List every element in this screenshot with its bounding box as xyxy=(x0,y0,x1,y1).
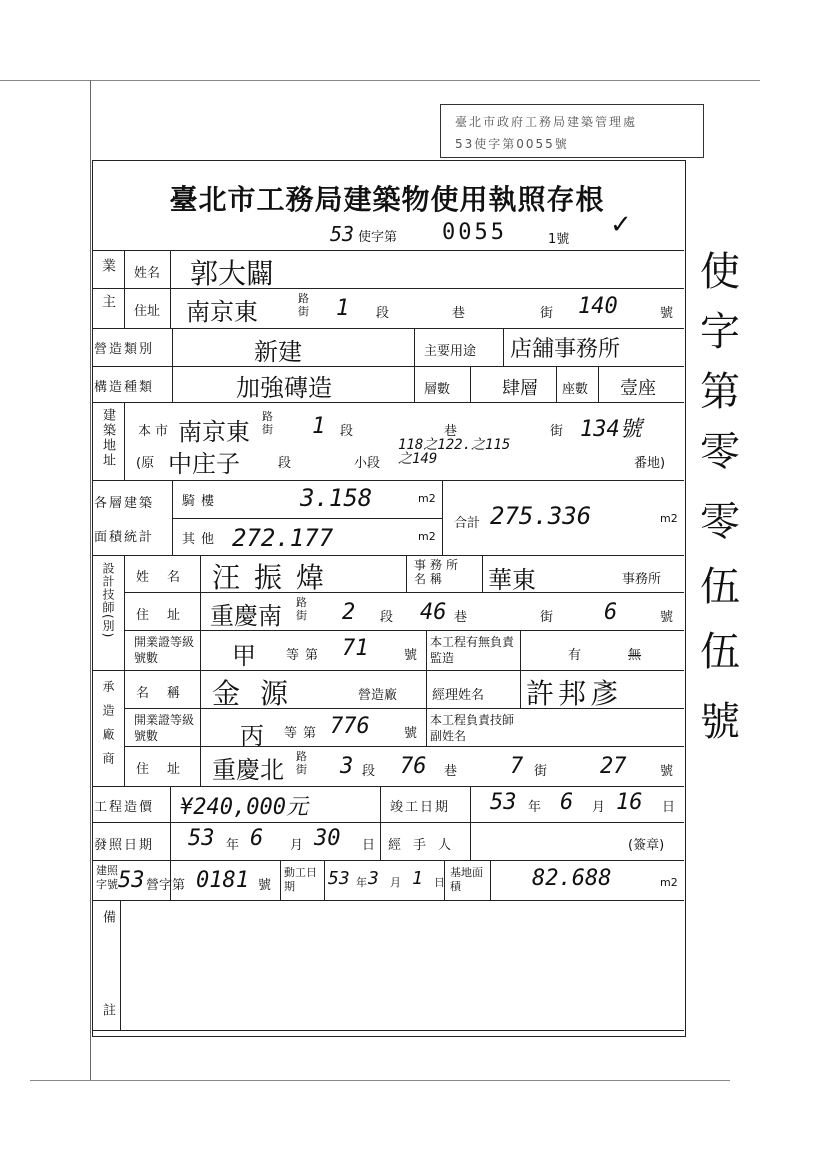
contractor-street-label: 街 xyxy=(534,764,548,779)
margin-char: 字 xyxy=(700,309,740,355)
rule xyxy=(92,900,684,901)
start-year: 53 xyxy=(328,868,350,889)
designer-name: 汪振煒 xyxy=(212,561,339,594)
structure-value: 加強磚造 xyxy=(236,374,332,402)
top-rule xyxy=(0,80,760,81)
permit-year: 53 xyxy=(330,222,355,246)
complete-day-label: 日 xyxy=(662,800,676,815)
site-orig-area: 中庄子 xyxy=(168,450,240,478)
designer-lane: 46 xyxy=(420,600,447,625)
owner-addr-label: 住址 xyxy=(134,304,161,319)
margin-char: 伍 xyxy=(700,629,740,675)
complete-month: 6 xyxy=(560,790,574,815)
margin-char: 伍 xyxy=(700,564,740,610)
vrule xyxy=(490,860,491,900)
contractor-street: 7 xyxy=(510,754,524,779)
handler-label: 經手人 xyxy=(388,838,464,853)
vrule xyxy=(520,670,521,708)
construct-type-label: 營造類別 xyxy=(94,342,155,357)
vrule xyxy=(442,480,443,555)
vrule xyxy=(598,366,599,402)
owner-number-label: 號 xyxy=(660,306,674,321)
total-unit: m2 xyxy=(660,512,678,525)
arcade-label: 騎樓 xyxy=(182,494,221,509)
rule xyxy=(92,670,684,671)
vrule xyxy=(482,555,483,592)
contractor-reg-label: 開業證等級號數 xyxy=(134,713,195,743)
structure-label: 構造種類 xyxy=(94,380,155,395)
rule xyxy=(92,288,684,289)
designer-section-label: 段 xyxy=(380,610,394,625)
contractor-reg-no: 776 xyxy=(330,714,370,739)
permit-number: 0055 xyxy=(442,220,507,245)
build-permit-year: 53 xyxy=(118,868,145,893)
vrule xyxy=(170,250,171,328)
margin-char: 零 xyxy=(700,429,740,475)
site-road: 南京東 xyxy=(178,418,250,446)
total-label: 合計 xyxy=(454,516,481,531)
area-label1: 各層建築 xyxy=(94,496,155,511)
manager-name: 許邦彥 xyxy=(526,677,623,710)
site-lane-label: 巷 xyxy=(444,424,458,439)
site-lot-label: 番地) xyxy=(634,456,666,471)
site-orig: (原 xyxy=(136,456,155,471)
vrule xyxy=(414,328,415,402)
site-street-label: 街 xyxy=(550,424,564,439)
margin-char: 使 xyxy=(700,249,740,295)
site-lot: 118之122.之115 之149 xyxy=(398,437,511,467)
engineer-label: 本工程負責技師副姓名 xyxy=(430,713,515,743)
margin-char: 零 xyxy=(700,499,740,545)
bottom-rule xyxy=(30,1080,730,1081)
form-frame xyxy=(92,160,686,1037)
owner-name: 郭大闢 xyxy=(190,257,275,290)
vrule xyxy=(280,860,281,900)
margin-char: 第 xyxy=(700,369,740,415)
designer-addr-road: 重慶南 xyxy=(210,602,282,630)
complete-month-label: 月 xyxy=(592,800,606,815)
contractor-lane: 76 xyxy=(400,754,427,779)
area-label2: 面積統計 xyxy=(94,530,155,545)
rule xyxy=(92,860,684,861)
form-title: 臺北市工務局建築物使用執照存根 xyxy=(169,183,605,216)
owner-street-label: 街 xyxy=(540,306,554,321)
main-use-value: 店舖事務所 xyxy=(510,337,621,362)
contractor-reg-suffix: 號 xyxy=(404,726,418,741)
rule xyxy=(92,822,684,823)
designer-reg-prefix: 等第 xyxy=(286,648,325,663)
vrule xyxy=(380,822,381,860)
base-value: 82.688 xyxy=(532,866,612,891)
complete-day: 16 xyxy=(616,790,643,815)
designer-group-label: 設計技師(別) xyxy=(101,562,115,639)
complete-year: 53 xyxy=(490,790,517,815)
other-value: 272.177 xyxy=(232,524,334,552)
site-road-label: 路街 xyxy=(262,410,273,436)
vrule xyxy=(380,786,381,822)
start-label: 動工日期 xyxy=(284,866,317,893)
designer-road-label: 路街 xyxy=(296,596,307,622)
permit-label: 使字第 xyxy=(358,230,398,245)
office-stamp xyxy=(440,104,704,158)
rule xyxy=(92,250,684,251)
issue-year: 53 xyxy=(188,826,215,851)
build-permit-number: 0181 xyxy=(196,868,249,893)
vrule xyxy=(124,250,125,328)
site-orig-section-label: 段 xyxy=(278,456,292,471)
owner-section: 1 xyxy=(336,296,350,321)
rule xyxy=(124,746,684,747)
manager-label: 經理姓名 xyxy=(432,688,485,703)
start-year-label: 年 xyxy=(356,876,367,889)
vrule xyxy=(124,402,125,480)
vrule xyxy=(426,670,427,746)
designer-reg-label: 開業證等級號數 xyxy=(134,635,195,665)
designer-office-suffix: 事務所 xyxy=(622,572,662,587)
remarks-label: 備註 xyxy=(100,910,115,1096)
complete-label: 竣工日期 xyxy=(390,800,451,815)
sign-label: (簽章) xyxy=(628,838,665,853)
contractor-name: 金源 xyxy=(212,677,309,710)
site-section-label: 段 xyxy=(340,424,354,439)
contractor-addr-label: 住址 xyxy=(136,762,199,777)
site-section: 1 xyxy=(312,414,326,439)
owner-name-label: 姓名 xyxy=(134,266,161,281)
rule xyxy=(92,1030,684,1031)
rule xyxy=(92,555,684,556)
arcade-value: 3.158 xyxy=(300,484,373,512)
check-mark: ✓ xyxy=(610,210,632,240)
designer-section: 2 xyxy=(342,600,356,625)
designer-grade: 甲 xyxy=(232,642,256,670)
vrule xyxy=(406,555,407,592)
issue-month-label: 月 xyxy=(290,838,304,853)
vrule xyxy=(470,366,471,402)
vrule xyxy=(200,555,201,786)
base-label: 基地面積 xyxy=(450,866,483,893)
contractor-grade: 丙 xyxy=(240,722,264,750)
rule xyxy=(92,480,684,481)
contractor-group-label: 承造廠商 xyxy=(101,680,115,776)
supervise-label: 本工程有無負責監造 xyxy=(430,635,515,665)
contractor-addr-road: 重慶北 xyxy=(212,756,284,784)
designer-number: 6 xyxy=(604,600,618,625)
permit-suffix: 1號 xyxy=(548,232,570,247)
issue-month: 6 xyxy=(250,826,264,851)
issue-label: 發照日期 xyxy=(94,838,155,853)
vrule xyxy=(470,786,471,822)
contractor-number: 27 xyxy=(600,754,627,779)
supervise-yes: 有 xyxy=(568,648,582,663)
owner-addr-road: 南京東 xyxy=(186,298,258,326)
vrule xyxy=(172,328,173,402)
other-unit: m2 xyxy=(418,530,436,543)
owner-road-label: 路街 xyxy=(298,292,309,318)
site-subsection-label: 小段 xyxy=(354,456,381,471)
blocks-label: 座數 xyxy=(562,382,589,397)
base-unit: m2 xyxy=(660,876,678,889)
designer-reg-no: 71 xyxy=(342,636,369,661)
vrule xyxy=(503,328,504,366)
contractor-name-label: 名稱 xyxy=(136,686,199,701)
vrule xyxy=(124,555,125,786)
main-use-label: 主要用途 xyxy=(424,344,477,359)
contractor-section-label: 段 xyxy=(362,764,376,779)
contractor-name-suffix: 營造廠 xyxy=(358,688,398,703)
margin-char: 號 xyxy=(700,699,740,745)
stamp-line1: 臺北市政府工務局建築管理處 xyxy=(455,115,638,129)
floors-value: 肆層 xyxy=(502,378,538,399)
contractor-number-label: 號 xyxy=(660,764,674,779)
start-day: 1 xyxy=(412,868,423,889)
build-permit-prefix: 營字第 xyxy=(146,878,186,893)
contractor-reg-prefix: 等第 xyxy=(284,726,323,741)
rule xyxy=(172,518,442,519)
owner-lane-label: 巷 xyxy=(452,306,466,321)
construct-type-value: 新建 xyxy=(254,338,302,366)
build-permit-label: 建照字號 xyxy=(96,864,118,891)
rule xyxy=(92,328,684,329)
floors-label: 層數 xyxy=(424,382,451,397)
designer-number-label: 號 xyxy=(660,610,674,625)
blocks-value: 壹座 xyxy=(620,378,656,399)
site-group-label: 建築地址 xyxy=(100,408,115,468)
start-month-label: 月 xyxy=(390,876,401,889)
owner-section-label: 段 xyxy=(376,306,390,321)
contractor-lane-label: 巷 xyxy=(444,764,458,779)
build-permit-suffix: 號 xyxy=(258,878,272,893)
owner-number: 140 xyxy=(578,294,618,319)
designer-office-label: 事務所名稱 xyxy=(414,558,463,586)
stamp-line2: 53使字第0055號 xyxy=(455,137,569,151)
issue-day-label: 日 xyxy=(362,838,376,853)
vrule xyxy=(556,366,557,402)
total-value: 275.336 xyxy=(490,502,592,530)
issue-year-label: 年 xyxy=(226,838,240,853)
site-number: 134號 xyxy=(580,417,642,442)
vrule xyxy=(520,630,521,670)
start-day-label: 日 xyxy=(434,876,445,889)
designer-addr-label: 住址 xyxy=(136,608,199,623)
start-month: 3 xyxy=(368,868,379,889)
designer-lane-label: 巷 xyxy=(454,610,468,625)
vrule xyxy=(470,822,471,860)
site-city: 本市 xyxy=(138,424,173,439)
designer-name-label: 姓名 xyxy=(136,570,199,585)
contractor-road-label: 路街 xyxy=(296,750,307,776)
arcade-unit: m2 xyxy=(418,492,436,505)
cost-value: ¥240,000元 xyxy=(180,795,308,820)
vrule xyxy=(324,860,325,900)
rule xyxy=(92,366,684,367)
owner-group-label: 業主 xyxy=(100,258,116,330)
contractor-section: 3 xyxy=(340,754,354,779)
issue-day: 30 xyxy=(314,826,341,851)
vrule xyxy=(120,900,121,1030)
rule xyxy=(92,402,684,403)
rule xyxy=(124,592,684,593)
vrule xyxy=(426,630,427,670)
left-rule xyxy=(90,80,91,1080)
cost-label: 工程造價 xyxy=(94,800,155,815)
complete-year-label: 年 xyxy=(528,800,542,815)
other-label: 其他 xyxy=(182,532,221,547)
designer-street-label: 街 xyxy=(540,610,554,625)
rule xyxy=(124,630,684,631)
designer-reg-suffix: 號 xyxy=(404,648,418,663)
supervise-no: 無 xyxy=(628,648,642,663)
rule xyxy=(92,786,684,787)
designer-office: 華東 xyxy=(488,566,536,594)
